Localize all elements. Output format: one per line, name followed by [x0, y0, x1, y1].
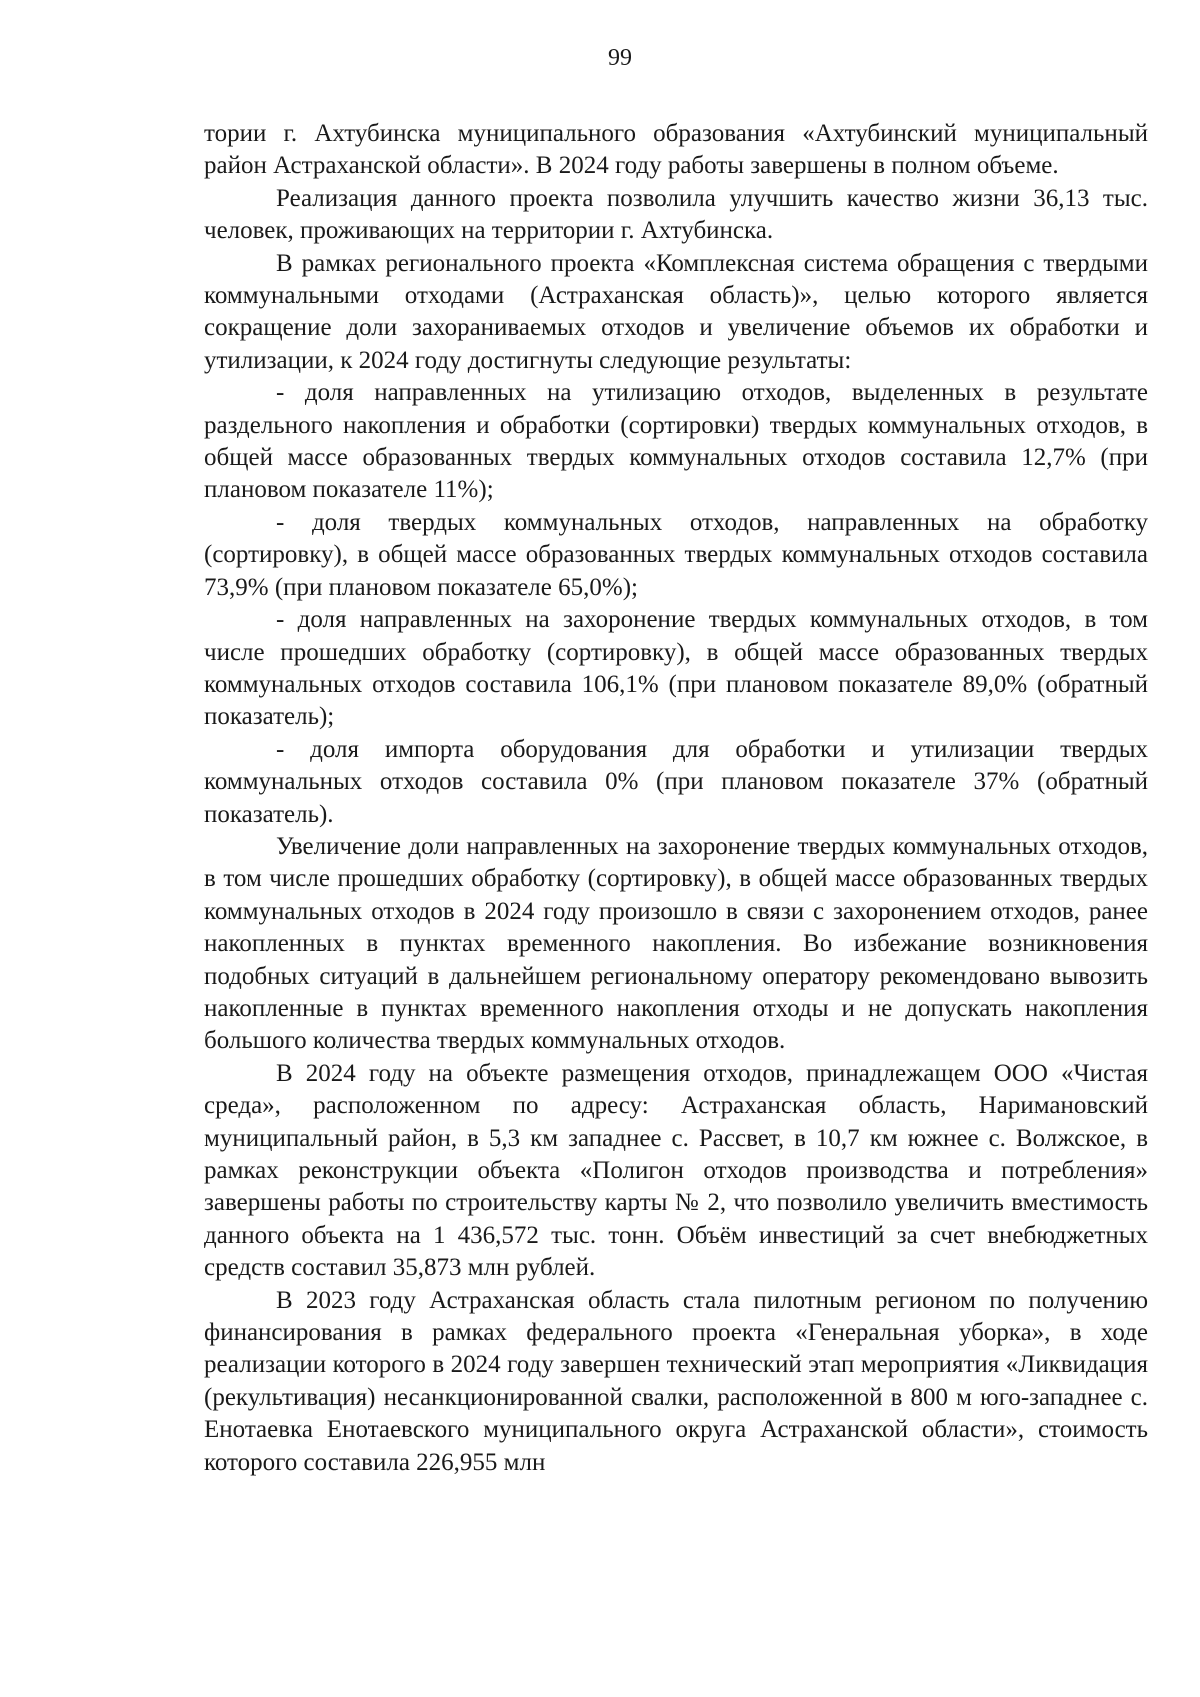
list-item-sorting-share: - доля твердых коммунальных отходов, направленных на обработку (сортировку), в общей массе образованных твердых коммунальных отходов составила 73,9% (при плановом показателе 65,0%); [204, 508, 1148, 601]
paragraph-quality-of-life: Реализация данного проекта позволила улучшить качество жизни 36,13 тыс. человек, проживающих на территории г. Ахтубинска. [204, 184, 1148, 245]
paragraph-general-cleaning-project: В 2023 году Астраханская область стала пилотным регионом по получению финансирования в рамках федерального проекта «Генеральная уборка», в ходе реализации которого в 2024 году завершен технический этап мероприятия «Ликвидация (рекультивация) несанкционированной свалки, расположенной в 800 м юго-западнее с. Енотаевка Енотаевского муниципального округа Астраханской области», стоимость которого составила 226,955 млн [204, 1286, 1148, 1476]
paragraph-regional-project-intro: В рамках регионального проекта «Комплексная система обращения с твердыми коммунальными отходами (Астраханская область)», целью которого является сокращение доли захораниваемых отходов и увеличение объемов их обработки и утилизации, к 2024 году достигнуты следующие результаты: [204, 249, 1148, 374]
body-text [204, 118, 1148, 1479]
list-item-equipment-import-share: - доля импорта оборудования для обработки и утилизации твердых коммунальных отходов составила 0% (при плановом показателе 37% (обратный показатель). [204, 735, 1148, 828]
paragraph-akhtubinsk-completion: тории г. Ахтубинска муниципального образования «Ахтубинский муниципальный район Астраханской области». В 2024 году работы завершены в полном объеме. [204, 120, 1148, 180]
paragraph-landfill-increase-reason: Увеличение доли направленных на захоронение твердых коммунальных отходов, в том числе прошедших обработку (сортировку), в общей массе образованных твердых коммунальных отходов в 2024 году произошло в связи с захоронением отходов, ранее накопленных в пунктах временного накопления. Во избежание возникновения подобных ситуаций в дальнейшем региональному оператору рекомендовано вывозить накопленные в пунктах временного накопления отходы и не допускать накопления большого количества твердых коммунальных отходов. [204, 832, 1148, 1055]
page-number: 99 [608, 45, 632, 71]
list-item-landfill-share: - доля направленных на захоронение твердых коммунальных отходов, в том числе прошедших обработку (сортировку), в общей массе образованных твердых коммунальных отходов составила 106,1% (при плановом показателе 89,0% (обратный показатель); [204, 606, 1148, 731]
list-item-recycling-share: - доля направленных на утилизацию отходов, выделенных в результате раздельного накопления и обработки (сортировки) твердых коммунальных отходов, в общей массе образованных твердых коммунальных отходов составила 12,7% (при плановом показателе 11%); [204, 379, 1148, 504]
paragraph-clean-environment-landfill: В 2024 году на объекте размещения отходов, принадлежащем ООО «Чистая среда», расположенном по адресу: Астраханская область, Наримановский муниципальный район, в 5,3 км западнее с. Рассвет, в 10,7 км южнее с. Волжское, в рамках реконструкции объекта «Полигон отходов производства и потребления» завершены работы по строительству карты № 2, что позволило увеличить вместимость данного объекта на 1 436,572 тыс. тонн. Объём инвестиций за счет внебюджетных средств составил 35,873 млн рублей. [204, 1059, 1148, 1282]
